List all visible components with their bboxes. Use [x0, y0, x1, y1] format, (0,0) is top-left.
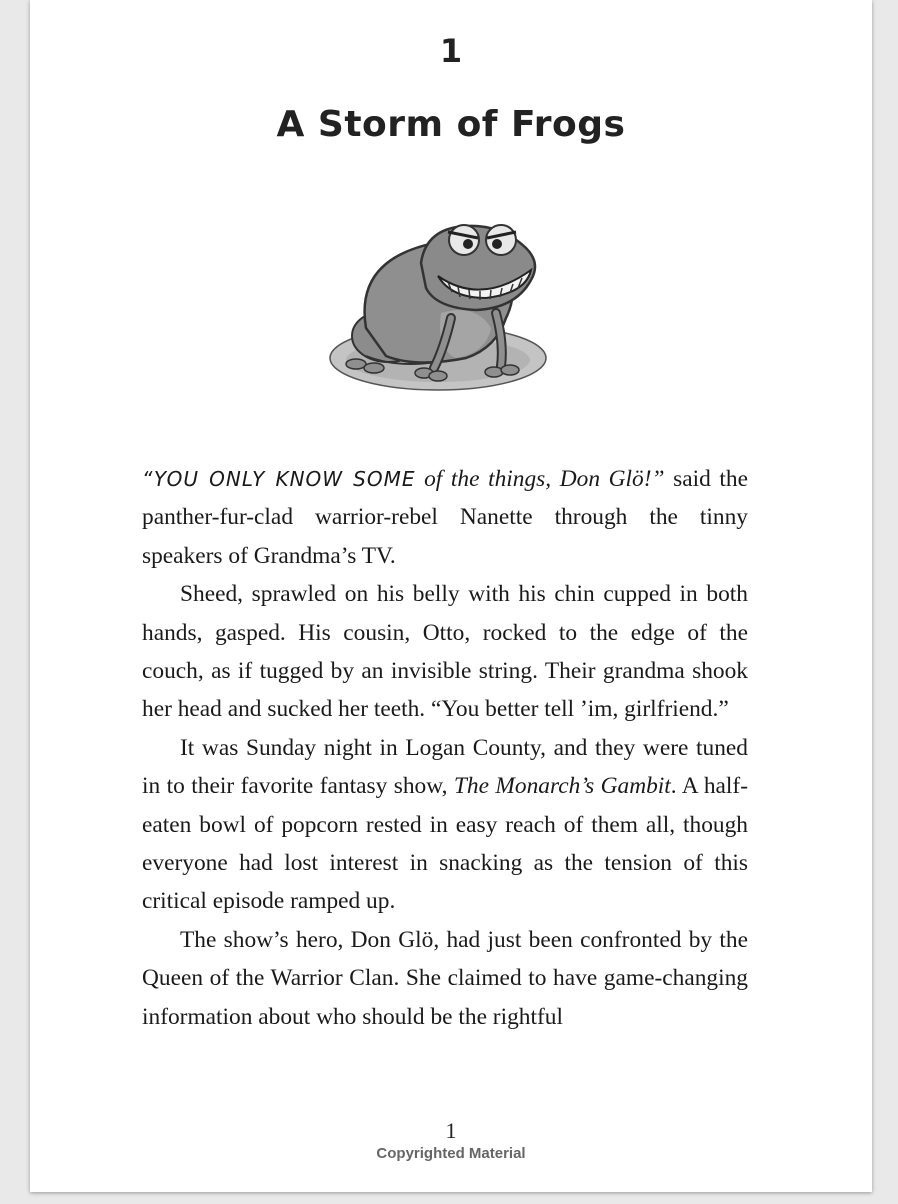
lead-in-text: “YOU ONLY KNOW SOME	[142, 467, 416, 491]
page-number: 1	[445, 1118, 457, 1143]
paragraph-1-rest: said the panther-fur-clad warrior-rebel Nanette through the tinny speakers of Grandma’s TV.	[142, 466, 748, 569]
paragraph-3	[142, 729, 748, 921]
paragraph-4: The show’s hero, Don Glö, had just been confronted by the Queen of the Warrior Clan. She claimed to have game-changing information about who should be the rightful	[142, 926, 748, 1030]
frog-icon	[326, 218, 556, 398]
book-page	[30, 0, 872, 1192]
chapter-number: 1	[439, 32, 463, 70]
lead-in-italic: of the things, Don Glö!”	[415, 466, 665, 492]
paragraph-3-after: . A half-eaten bowl of popcorn rested in easy reach of them all, though everyone had lost interest in snacking as the tension of this critical episode ramped up.	[142, 773, 748, 915]
show-title: The Monarch’s Gambit	[453, 773, 671, 800]
paragraph-3-before: It was Sunday night in Logan County, and they were tuned in to their favorite fantasy show,	[142, 734, 748, 800]
copyright-notice: Copyrighted Material	[376, 1145, 526, 1162]
chapter-title: A Storm of Frogs	[276, 104, 626, 145]
paragraph-1	[142, 460, 748, 575]
chapter-body	[142, 460, 748, 1036]
paragraph-2: Sheed, sprawled on his belly with his chin cupped in both hands, gasped. His cousin, Otto, rocked to the edge of the couch, as if tugged by an invisible string. Their grandma shook her head and sucked her teeth. “You better tell ’im, girlfriend.”	[142, 581, 748, 723]
